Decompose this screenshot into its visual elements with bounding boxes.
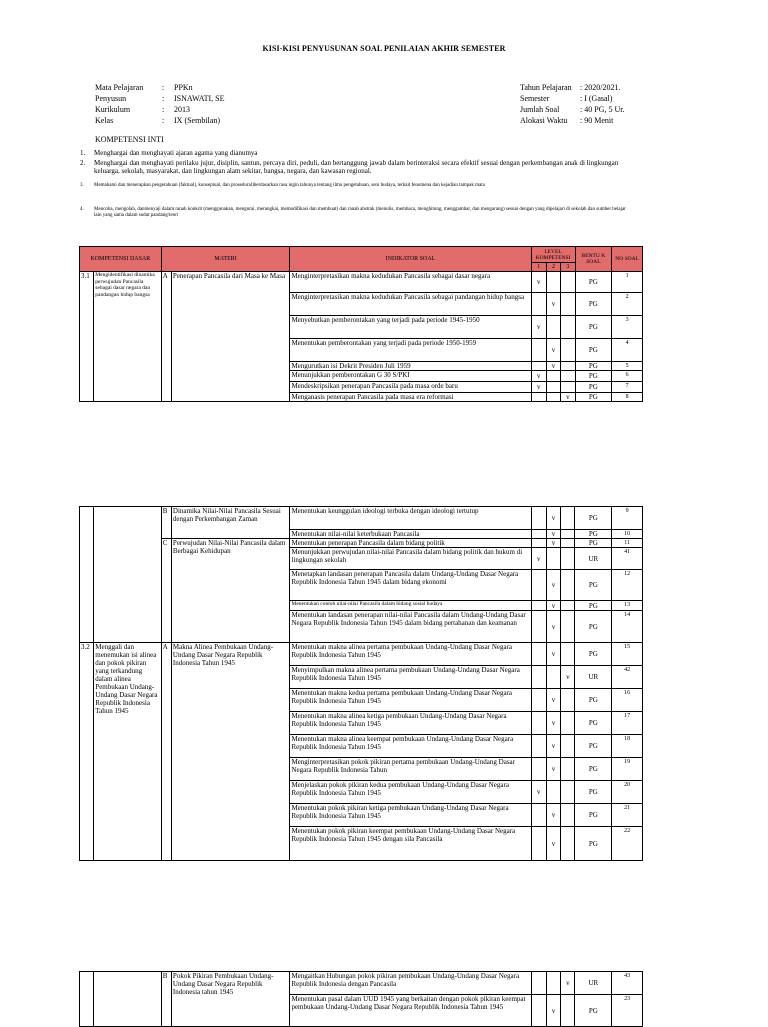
meta-label: Alokasi Waktu [520,116,568,125]
level-3-cell [561,643,575,666]
meta-colon: : [162,83,165,92]
meta-colon: : [162,94,165,103]
level-3-cell [561,611,575,643]
level-3-cell [561,539,575,548]
meta-value: 2013 [174,105,190,114]
meta-label: Mata Pelajaran [95,83,144,92]
indikator-cell: Menentukan contoh nilai-nilai Pancasila dalam bidang sosial budaya [290,601,531,611]
bentuk-soal-cell: PG [575,601,612,611]
bentuk-soal-cell: PG [575,643,612,666]
level-3-cell [561,507,575,530]
bentuk-soal-cell: PG [575,570,612,601]
indikator-cell: Menentukan pokok pikiran ketiga pembukaan Undang-Undang Dasar Negara Republik Indonesia Tahun 1945 [290,804,531,827]
meta-value: : 40 PG, 5 Ur. [580,105,625,114]
level-1-cell: v [531,382,546,393]
no-soal-cell: 7 [612,382,643,393]
no-soal-cell: 20 [612,781,643,804]
header-materi: MATERI [161,247,290,272]
level-3-cell [561,316,575,339]
level-1-cell [531,995,546,1027]
level-2-cell [546,972,560,995]
level-1-cell [531,507,546,530]
ki-text: Menghargai dan menghayati ajaran agama yang dianutnya [94,149,258,157]
indikator-cell: Menentukan keunggulan ideologi terbuka dengan ideologi tertutup [290,507,531,530]
level-3-cell [561,995,575,1027]
indikator-cell: Mendeskripsikan penerapan Pancasila pada masa orde baru [290,382,531,393]
ki-number: 4. [80,207,84,212]
indikator-cell: Menentukan makna alinea pertama pembukaan Undang-Undang Dasar Negara Republik Indonesia Tahun 1945 [290,643,531,666]
level-1-cell [531,643,546,666]
indikator-cell: Menentukan makna alinea keempat pembukaan Undang-Undang Dasar Negara Republik Indonesia Tahun 1945 [290,735,531,758]
indikator-cell: Menunjukkan pemberontakan G 30 S/PKI [290,371,531,382]
level-3-cell: v [561,972,575,995]
level-3-cell [561,293,575,316]
materi-letter: A [161,643,171,861]
meta-label: Semester [520,94,550,103]
bentuk-soal-cell: PG [575,827,612,861]
no-soal-cell: 15 [612,643,643,666]
level-2-cell: v [546,689,560,712]
indikator-cell: Menentukan makna kedua pertama pembukaan Undang-Undang Dasar Negara Republik Indonesia Tahun 1945 [290,689,531,712]
ki-number: 1. [80,149,86,157]
bentuk-soal-cell: PG [575,712,612,735]
no-soal-cell: 11 [612,539,643,548]
header-kd: KOMPETENSI DASAR [80,247,162,272]
level-1-cell: v [531,371,546,382]
bentuk-soal-cell: PG [575,758,612,781]
indikator-cell: Menginterpretasikan pokok pikiran pertama pembukaan Undang-Undang Dasar Negara Republik Indonesia Tahun [290,758,531,781]
bentuk-soal-cell: UR [575,666,612,689]
indikator-cell: Menentukan penerapan Pancasila dalam bidang politik [290,539,531,548]
level-2-cell [546,393,560,402]
header-bentuk: BENTU K SOAL [575,247,612,272]
level-2-cell: v [546,293,560,316]
materi-text: Perwujudan Nilai-Nilai Pancasila dalam Berbagai Kehidupan [171,539,290,643]
kd-text: Menggali dan menemukan isi alinea dan pokok pikiran yang terkandung dalam alinea Pembukaan Undang-Undang Dasar Negara Republik Indonesia Tahun 1945 [94,643,161,861]
indikator-cell: Menentukan pokok pikiran keempat pembukaan Undang-Undang Dasar Negara Republik Indonesia Tahun 1945 dengan sila Pancasila [290,827,531,861]
meta-label: Kelas [95,116,114,125]
level-3-cell [561,362,575,371]
level-2-cell: v [546,712,560,735]
no-soal-cell: 13 [612,601,643,611]
ki-text: Menghargai dan menghayati perilaku jujur, disiplin, santun, percaya diri, peduli, dan bertanggung jawab dalam berinteraksi secara efektif sesuai dengan perkembangan anak di lingkungan keluarga, sekolah, masyarakat, dan lingkungan alam sekitar, bangsa, negara, dan kawasan regional. [94,159,619,175]
level-3-cell [561,804,575,827]
bentuk-soal-cell: PG [575,293,612,316]
level-3-cell [561,371,575,382]
no-soal-cell: 12 [612,570,643,601]
meta-value: : 2020/2021. [580,83,621,92]
level-1-cell [531,712,546,735]
table-kd-3-1-cont [79,506,643,861]
no-soal-cell: 18 [612,735,643,758]
level-1-cell [531,601,546,611]
level-1-cell [531,362,546,371]
level-3-cell [561,735,575,758]
level-2-cell: v [546,339,560,362]
ki-title: KOMPETENSI INTI [95,135,164,144]
materi-text: Dinamika Nilai-Nilai Pancasila Sesuai dengan Perkembangan Zaman [171,507,290,539]
no-soal-cell: 14 [612,611,643,643]
level-3-cell: v [561,393,575,402]
level-3-cell: v [561,666,575,689]
level-2-cell: v [546,601,560,611]
level-2-cell: v [546,735,560,758]
header-indikator: INDIKATOR SOAL [290,247,531,272]
no-soal-cell: 19 [612,758,643,781]
meta-label: Kurikulum [95,105,131,114]
kd-number: 3.1 [80,272,94,402]
meta-colon: : [162,105,165,114]
level-3-cell [561,570,575,601]
level-2-cell: v [546,827,560,861]
bentuk-soal-cell: PG [575,689,612,712]
materi-text: Makna Alinea Pembukaan Undang-Undang Dasar Negara Republik Indonesia Tahun 1945 [171,643,290,861]
materi-letter: B [161,972,171,1027]
no-soal-cell: 2 [612,293,643,316]
table-kd-3-1 [79,246,643,402]
table-row [80,539,643,548]
bentuk-soal-cell: PG [575,995,612,1027]
ki-text: Memahami dan menerapkan pengetahuan (faktual), konseptual, dan prosedural)berdasarkan rasa ingin tahunya tentang ilmu pengetahuan, seni budaya, terkait fenomena dan kejadian tampak mata [94,183,485,188]
no-soal-cell: 16 [612,689,643,712]
indikator-cell: Menentukan pasal dalam UUD 1945 yang berkaitan dengan pokok pikiran keempat pembukaan Undang-Undang Dasar Negara Republik Indonesia Tahun 1945 [290,995,531,1027]
no-soal-cell: 43 [612,972,643,995]
materi-letter: C [161,539,171,643]
indikator-cell: Menentukan landasan penerapan nilai-nilai Pancasila dalam Undang-Undang Dasar Negara Republik Indonesia Tahun 1945 dalam bidang pertahanan dan keamanan [290,611,531,643]
level-3-cell [561,601,575,611]
level-3-cell [561,339,575,362]
kd-number: 3.2 [80,643,94,861]
meta-value: IX (Sembilan) [174,116,220,125]
level-1-cell [531,570,546,601]
level-2-cell: v [546,611,560,643]
indikator-cell: Menetapkan landasan penerapan Pancasila dalam Undang-Undang Dasar Negara Republik Indonesia Tahun 1945 dalam bidang ekonomi [290,570,531,601]
no-soal-cell: 17 [612,712,643,735]
indikator-cell: Mengaitkan Hubungan pokok pikiran pembukaan Undang-Undang Dasar Negara Republik Indonesia dengan Pancasila [290,972,531,995]
bentuk-soal-cell: PG [575,371,612,382]
bentuk-soal-cell: PG [575,362,612,371]
kd-text [94,972,161,1027]
level-1-cell: v [531,781,546,804]
header-level-1: 1 [531,263,546,272]
kd-text: Mengidentifikasi dinamika perwujudan Pancasila sebagai dasar negara dan pandangan hidup bangsa [94,272,161,402]
no-soal-cell: 4 [612,339,643,362]
bentuk-soal-cell: PG [575,382,612,393]
level-1-cell [531,539,546,548]
meta-value: : I (Gasal) [580,94,613,103]
level-2-cell: v [546,643,560,666]
bentuk-soal-cell: PG [575,339,612,362]
level-1-cell [531,804,546,827]
no-soal-cell: 23 [612,995,643,1027]
level-2-cell [546,371,560,382]
level-2-cell [546,548,560,570]
level-3-cell [561,781,575,804]
indikator-cell: Mengurutkan isi Dekrit Presiden Juli 1959 [290,362,531,371]
no-soal-cell: 10 [612,530,643,539]
table-row [80,272,643,293]
header-level: LEVEL KOMPETENSI [531,247,575,263]
meta-label: Penyusun [95,94,127,103]
indikator-cell: Menyebutkan pemberontakan yang terjadi pada periode 1945-1950 [290,316,531,339]
level-3-cell [561,382,575,393]
no-soal-cell: 9 [612,507,643,530]
bentuk-soal-cell: PG [575,611,612,643]
bentuk-soal-cell: PG [575,393,612,402]
kd-number [80,507,94,643]
ki-text: Mencoba, mengolah, danmenyaji dalam ranah konkrit (menggunakan, mengurai, merangkai, memodifikasi dan membuat) dan ranah abstrak (menulis, membaca, menghitung, menggambar, dan mengarang) sesuai dengan yang dipelajari di sekolah dan sumber belajar lain yang sama dalam sudut pandang/teori [94,207,626,218]
indikator-cell: Menyimpulkan makna alinea pertama pembukaan Undang-Undang Dasar Negara Republik Indonesia Tahun 1945 [290,666,531,689]
level-2-cell: v [546,995,560,1027]
level-3-cell [561,530,575,539]
indikator-cell: Menjelaskan pokok pikiran kedua pembukaan Undang-Undang Dasar Negara Republik Indonesia Tahun 1945 [290,781,531,804]
materi-letter: A [161,272,171,402]
level-1-cell [531,293,546,316]
level-3-cell [561,548,575,570]
level-2-cell [546,382,560,393]
level-2-cell: v [546,530,560,539]
level-3-cell [561,758,575,781]
level-1-cell [531,611,546,643]
table-row [80,643,643,666]
indikator-cell: Menentukan makna alinea ketiga pembukaan Undang-Undang Dasar Negara Republik Indonesia Tahun 1945 [290,712,531,735]
level-1-cell [531,393,546,402]
level-2-cell [546,272,560,293]
kd-text [94,507,161,643]
level-2-cell: v [546,570,560,601]
bentuk-soal-cell: PG [575,316,612,339]
no-soal-cell: 21 [612,804,643,827]
level-2-cell [546,316,560,339]
header-level-2: 2 [546,263,560,272]
level-1-cell [531,689,546,712]
bentuk-soal-cell: PG [575,804,612,827]
materi-text: Pokok Pikiran Pembukaan Undang-Undang Dasar Negara Republik Indonesia tahun 1945 [171,972,290,1027]
ki-number: 3. [80,183,84,188]
header-level-3: 3 [561,263,575,272]
level-3-cell [561,272,575,293]
bentuk-soal-cell: PG [575,272,612,293]
bentuk-soal-cell: PG [575,530,612,539]
bentuk-soal-cell: PG [575,781,612,804]
bentuk-soal-cell: PG [575,539,612,548]
level-3-cell [561,712,575,735]
page-title: KISI-KISI PENYUSUNAN SOAL PENILAIAN AKHIR SEMESTER [262,44,506,53]
no-soal-cell: 3 [612,316,643,339]
indikator-cell: Menginterpretasikan makna kedudukan Pancasila sebagai pandangan hidup bangsa [290,293,531,316]
materi-text: Penerapan Pancasila dari Masa ke Masa [171,272,290,402]
indikator-cell: Menentukan nilai-nilai keterbukaan Pancasila [290,530,531,539]
indikator-cell: Menginterpretasikan makna kedudukan Pancasila sebagai dasar negara [290,272,531,293]
no-soal-cell: 41 [612,548,643,570]
level-2-cell: v [546,758,560,781]
bentuk-soal-cell: PG [575,735,612,758]
no-soal-cell: 42 [612,666,643,689]
bentuk-soal-cell: UR [575,972,612,995]
no-soal-cell: 1 [612,272,643,293]
level-1-cell [531,735,546,758]
no-soal-cell: 8 [612,393,643,402]
level-2-cell: v [546,804,560,827]
table-kd-3-2-cont [79,971,643,1027]
indikator-cell: Menentukan pemberontakan yang terjadi pada periode 1950-1959 [290,339,531,362]
no-soal-cell: 5 [612,362,643,371]
table-row [80,507,643,530]
indikator-cell: Menunjukkan perwujudan nilai-nilai Pancasila dalam bidang politik dan hukum di lingkungan sekolah [290,548,531,570]
meta-value: : 90 Menit [580,116,614,125]
level-1-cell: v [531,272,546,293]
meta-colon: : [162,116,165,125]
bentuk-soal-cell: UR [575,548,612,570]
level-3-cell [561,689,575,712]
meta-label: Jumlah Soal [520,105,560,114]
bentuk-soal-cell: PG [575,507,612,530]
kd-number [80,972,94,1027]
level-1-cell [531,827,546,861]
indikator-cell: Menganasis penerapan Pancasila pada masa era reformasi [290,393,531,402]
level-2-cell: v [546,507,560,530]
level-1-cell [531,758,546,781]
meta-label: Tahun Pelajaran [520,83,572,92]
meta-value: PPKn [174,83,193,92]
level-1-cell: v [531,548,546,570]
no-soal-cell: 22 [612,827,643,861]
level-2-cell [546,781,560,804]
level-1-cell [531,339,546,362]
header-no-soal: NO SOAL [612,247,643,272]
meta-value: ISNAWATI, SE [174,94,225,103]
table-row [80,972,643,995]
level-1-cell [531,972,546,995]
level-2-cell: v [546,539,560,548]
level-1-cell [531,530,546,539]
level-2-cell: v [546,362,560,371]
no-soal-cell: 6 [612,371,643,382]
level-1-cell: v [531,316,546,339]
materi-letter: B [161,507,171,539]
level-3-cell [561,827,575,861]
ki-number: 2. [80,159,86,167]
level-1-cell [531,666,546,689]
level-2-cell [546,666,560,689]
